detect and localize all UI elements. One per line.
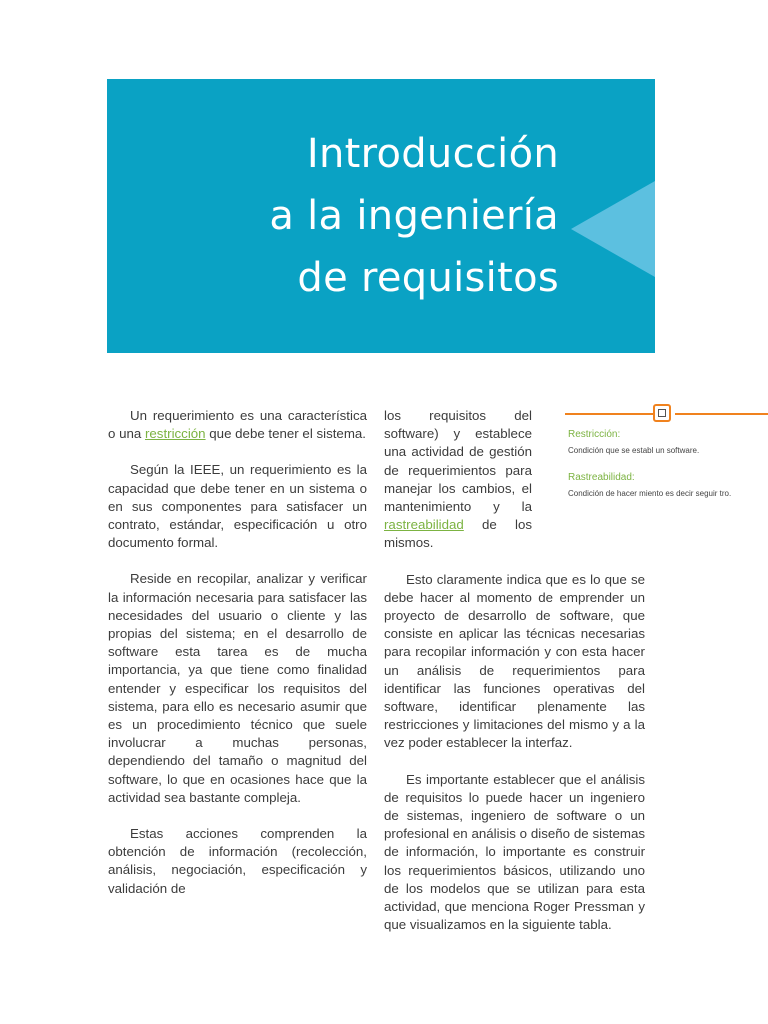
banner-triangle-decoration	[571, 181, 655, 277]
paragraph	[384, 407, 532, 553]
paragraph: Es importante establecer que el análisis de requisitos lo puede hacer un ingeniero de sistemas, ingeniero de software o un profesional en análisis o diseño de sistemas de información, lo importante es construir los requerimientos básicos, utilizando uno de los modelos que se utilizan para esta actividad, que menciona Roger Pressman y que visualizamos en la siguiente tabla.	[384, 771, 645, 933]
chapter-title-line-2: a la ingeniería	[269, 193, 559, 239]
title-banner	[107, 79, 655, 353]
sidebar-divider	[675, 413, 768, 415]
text-column-left	[108, 407, 367, 916]
glossary-sidebar	[565, 402, 768, 522]
paragraph: Según la IEEE, un requerimiento es la capacidad que debe tener en un sistema o en sus componentes para satisfacer un contrato, estándar, especificación u otro documento formal.	[108, 462, 367, 551]
chapter-title	[269, 123, 559, 309]
paragraph-text: de los mismos.	[384, 517, 532, 551]
glossary-term-restriccion: Restricción:	[568, 429, 621, 440]
glossary-link-restriccion[interactable]: restricción	[144, 426, 206, 442]
paragraph: Estas acciones comprenden la obtención de información (recolección, análisis, negociación, especificación y validación de	[108, 826, 367, 896]
paragraph-text: Un requerimiento es una característica o una	[108, 408, 367, 442]
chapter-title-line-1: Introducción	[306, 131, 559, 177]
note-icon	[653, 404, 671, 422]
sidebar-divider	[565, 413, 653, 415]
paragraph-text: los requisitos del software) y establece una actividad de gestión de requerimientos para manejar los cambios, el mantenimiento y la	[384, 408, 532, 515]
glossary-link-rastreabilidad[interactable]: rastreabilidad	[384, 517, 464, 533]
glossary-definition-restriccion: Condición que se establ un software.	[568, 446, 700, 455]
paragraph: Reside en recopilar, analizar y verificar la información necesaria para satisfacer las necesidades del usuario o cliente y las propias del sistema; en el desarrollo de software esta tarea es de mucha importancia, ya que tiene como finalidad entender y especificar los requisitos del sistema, para ello es necesario asumir que es un procedimiento técnico que suele involucrar a muchas personas, dependiendo del tamaño o magnitud del software, lo que en ocasiones hace que la actividad sea bastante compleja.	[108, 571, 367, 805]
glossary-term-rastreabilidad: Rastreabilidad:	[568, 472, 635, 483]
paragraph-text: que debe tener el sistema.	[205, 426, 366, 442]
glossary-definition-rastreabilidad: Condición de hacer miento es decir seguir tro.	[568, 489, 732, 498]
chapter-title-line-3: de requisitos	[297, 255, 559, 301]
paragraph	[108, 407, 367, 443]
paragraph: Esto claramente indica que es lo que se debe hacer al momento de emprender un proyecto de desarrollo de software, que consiste en aplicar las técnicas necesarias para recopilar información y con esta hacer un análisis de requerimientos para identificar las funciones operativas del software, identificar plenamente las restricciones y limitaciones del mismo y a la vez poder establecer la interfaz.	[384, 571, 645, 751]
